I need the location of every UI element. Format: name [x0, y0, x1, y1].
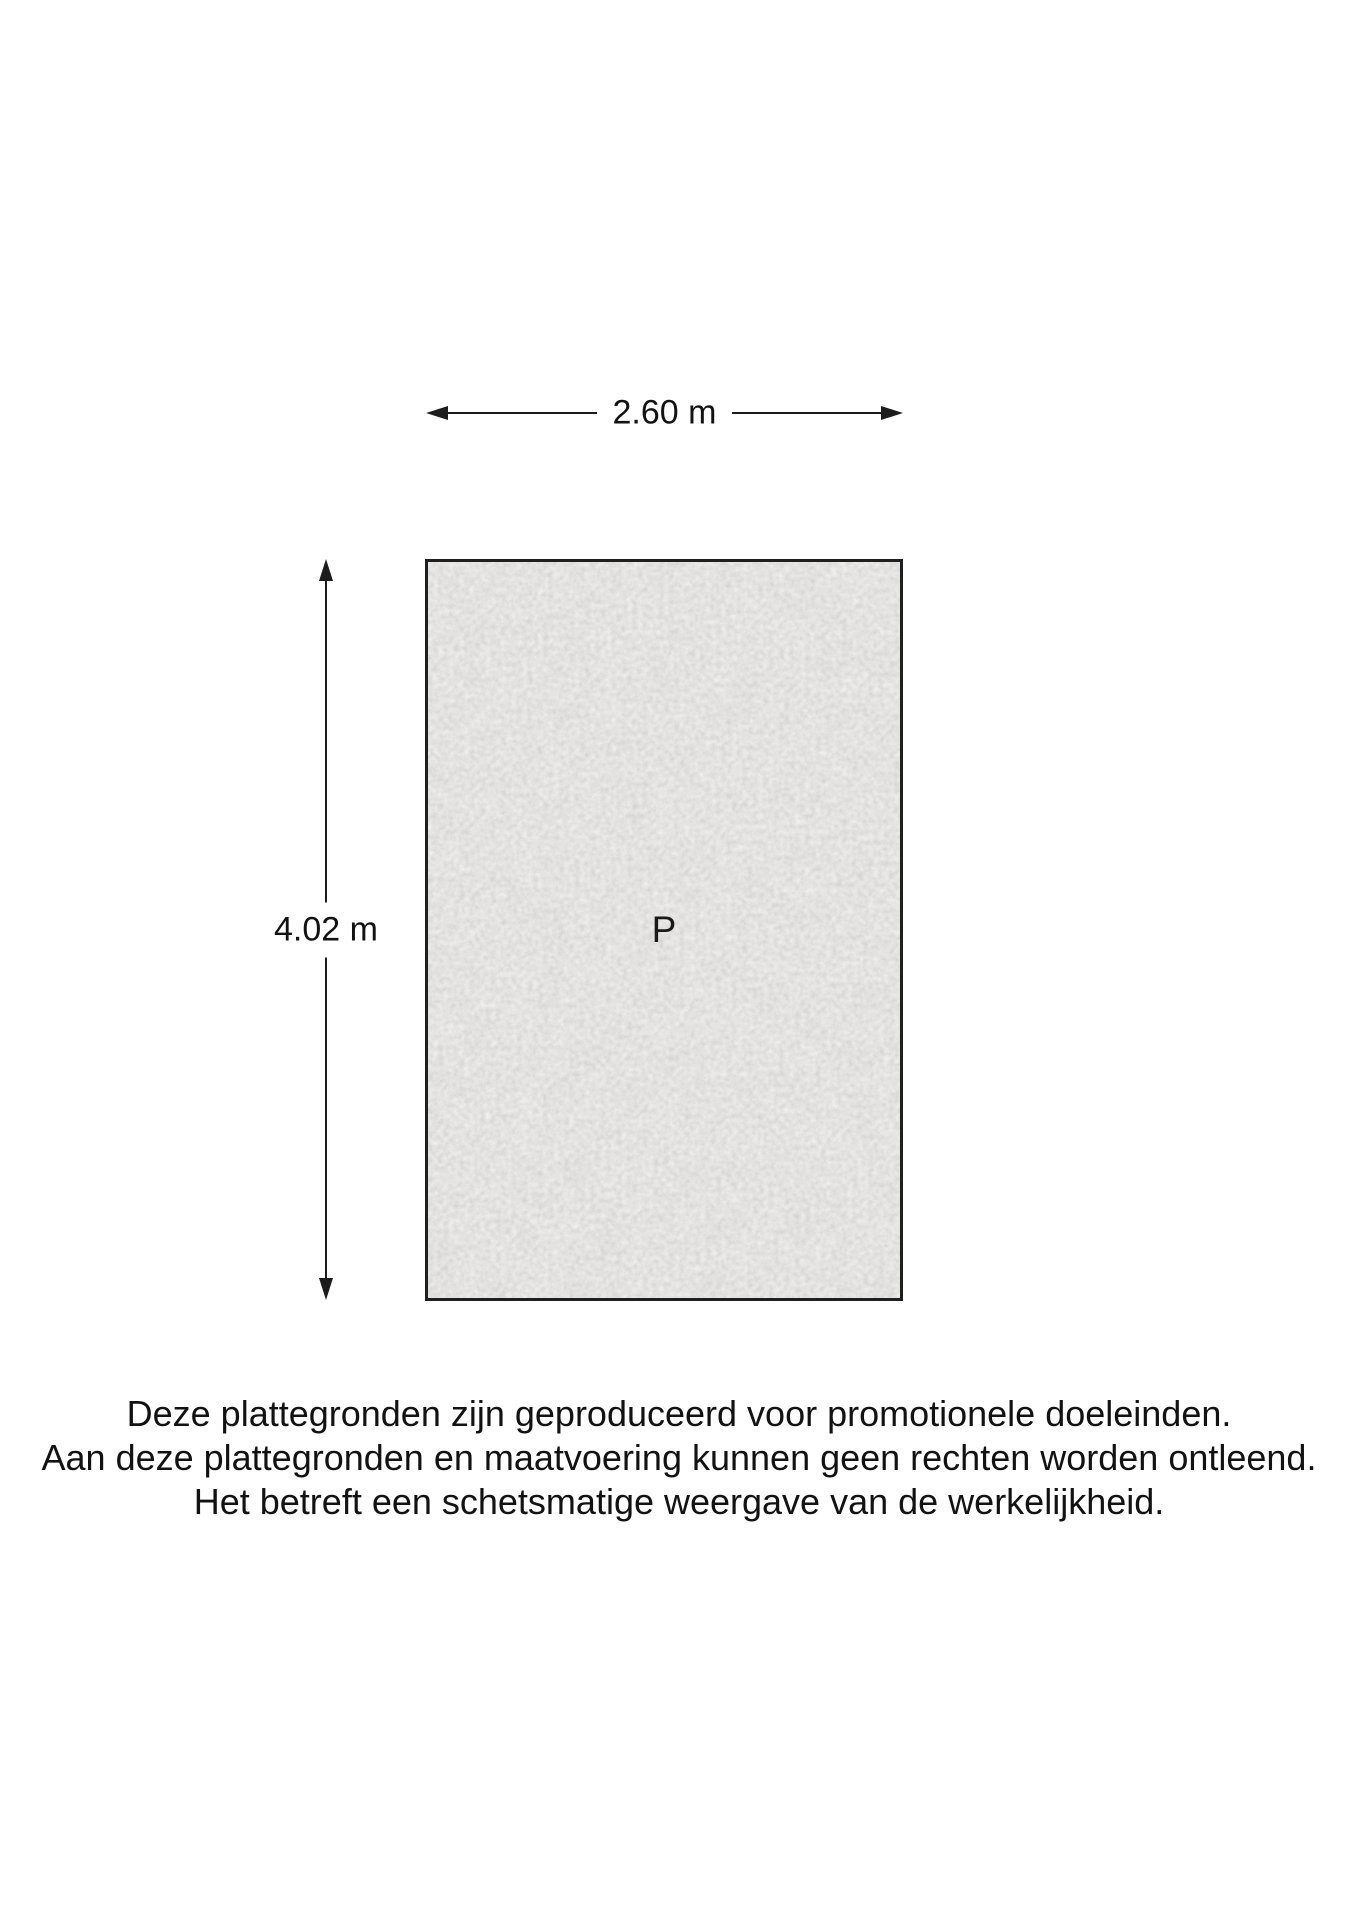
height-dimension-label: 4.02 m: [264, 902, 388, 957]
width-dimension-label: 2.60 m: [597, 390, 733, 437]
arrowhead-down-icon: [319, 1278, 333, 1300]
disclaimer: [0, 1392, 1358, 1524]
height-dimension: [274, 559, 378, 1300]
disclaimer-line-3: Het betreft een schetsmatige weergave van de werkelijkheid.: [193, 1481, 1165, 1522]
arrowhead-left-icon: [426, 406, 448, 420]
arrowhead-up-icon: [319, 559, 333, 581]
parking-space-label: P: [651, 909, 677, 950]
disclaimer-line-1: Deze plattegronden zijn geproduceerd voor promotionele doeleinden.: [126, 1393, 1232, 1434]
arrowhead-right-icon: [881, 406, 903, 420]
disclaimer-line-2: Aan deze plattegronden en maatvoering kunnen geen rechten worden ontleend.: [41, 1437, 1317, 1478]
parking-space: [425, 559, 903, 1301]
width-dimension: [426, 393, 903, 432]
